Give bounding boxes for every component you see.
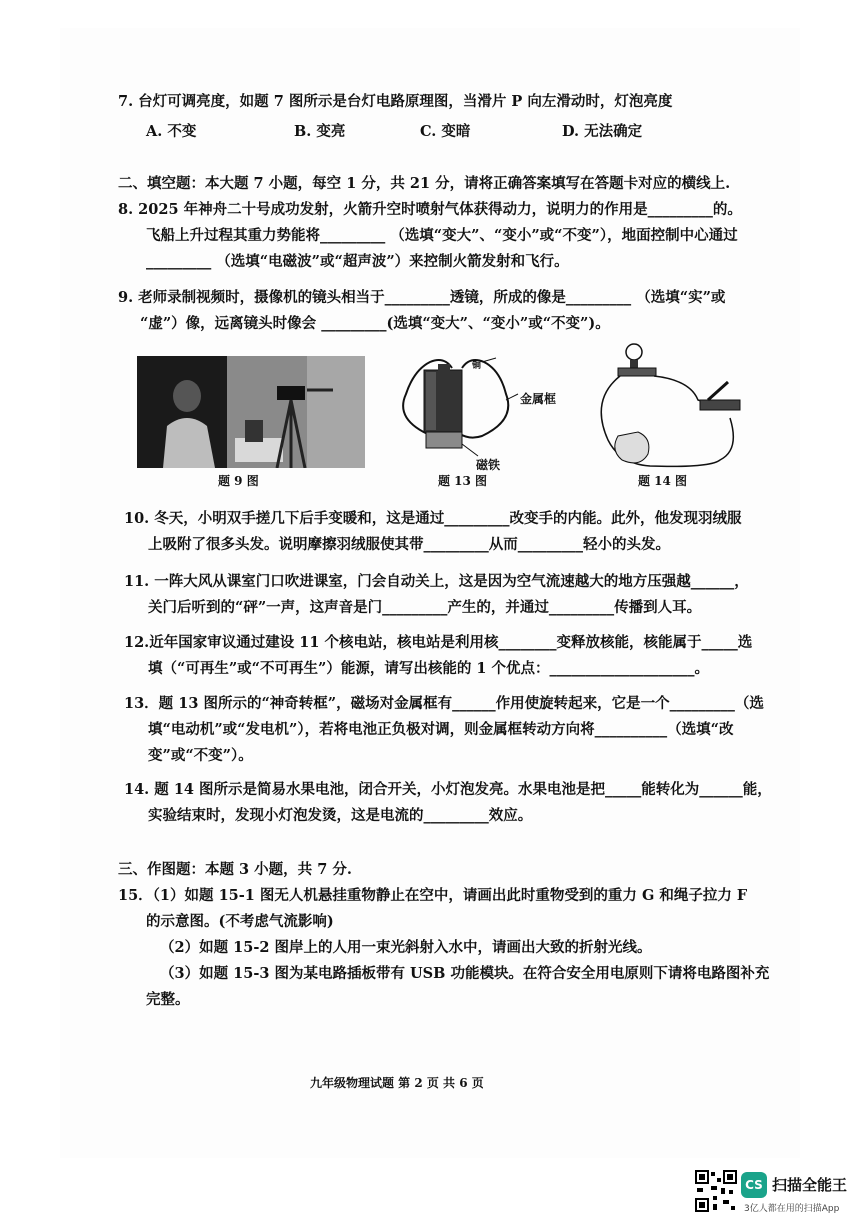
q7-line1: 7. 台灯可调亮度，如题 7 图所示是台灯电路原理图，当滑片 P 向左滑动时，灯泡亮度 (118, 93, 673, 110)
fig13-label-copper: 铜 (472, 361, 482, 371)
q15-line5: 完整。 (146, 991, 190, 1008)
fig13-diagram (386, 356, 586, 472)
fig14-caption: 题 14 图 (638, 474, 688, 488)
fig13-caption: 题 13 图 (438, 474, 488, 488)
q8-line2: 飞船上升过程其重力势能将_________ （选填“变大”、“变小”或“不变”），地面控制中心通过 (146, 227, 738, 244)
page-footer: 九年级物理试题 第 2 页 共 6 页 (310, 1076, 484, 1090)
q11-line1: 11. 一阵大风从课室门口吹进课室，门会自动关上，这是因为空气流速越大的地方压强越______， (124, 573, 749, 590)
fig13-label-magnet: 磁铁 (476, 458, 501, 472)
section2-heading: 二、填空题：本大题 7 小题，每空 1 分，共 21 分，请将正确答案填写在答题卡对应的横线上. (118, 175, 731, 192)
q12-line1: 12.近年国家审议通过建设 11 个核电站，核电站是利用核________变释放核能，核能属于_____选 (124, 634, 753, 651)
fig9-photo (137, 356, 365, 468)
q14-line2: 实验结束时，发现小灯泡发烫，这是电流的_________效应。 (148, 807, 533, 824)
scanner-logo-icon: CS (741, 1172, 767, 1198)
q13-line1: 13．题 13 图所示的“神奇转框”，磁场对金属框有______作用使旋转起来，它是一个_________（选 (124, 695, 764, 712)
q15-line3: （2）如题 15-2 图岸上的人用一束光斜射入水中，请画出大致的折射光线。 (160, 939, 652, 956)
q15-line2: 的示意图。(不考虑气流影响) (146, 913, 334, 930)
q7-option-a: A. 不变 (146, 123, 197, 140)
q8-line1: 8. 2025 年神舟二十号成功发射，火箭升空时喷射气体获得动力，说明力的作用是_________的。 (118, 201, 742, 218)
fig9-caption: 题 9 图 (218, 474, 259, 488)
q10-line1: 10. 冬天，小明双手搓几下后手变暖和，这是通过_________改变手的内能。此外，他发现羽绒服 (124, 510, 742, 527)
q12-line2: 填（“可再生”或“不可再生”）能源，请写出核能的 1 个优点：____________________。 (148, 660, 710, 677)
q14-line1: 14. 题 14 图所示是简易水果电池，闭合开关，小灯泡发亮。水果电池是把_____能转化为______能， (124, 781, 772, 798)
qr-code-icon (695, 1170, 737, 1212)
q13-line3: 变”或“不变”）。 (148, 747, 253, 764)
q15-line1: 15．（1）如题 15-1 图无人机悬挂重物静止在空中，请画出此时重物受到的重力 G 和绳子拉力 F (118, 887, 748, 904)
q7-option-b: B. 变亮 (294, 123, 346, 140)
exam-page (60, 28, 800, 1158)
q7-option-d: D. 无法确定 (562, 123, 643, 140)
section3-heading: 三、作图题：本题 3 小题，共 7 分. (118, 861, 352, 878)
scanner-tagline: 3亿人都在用的扫描App (744, 1204, 840, 1214)
q11-line2: 关门后听到的“砰”一声，这声音是门_________产生的，并通过_________传播到人耳。 (148, 599, 702, 616)
q13-line2: 填“电动机”或“发电机”），若将电池正负极对调，则金属框转动方向将__________（选填“改 (148, 721, 734, 738)
q7-option-c: C. 变暗 (420, 123, 471, 140)
q9-line2: “虚”）像，远离镜头时像会 _________(选填“变大”、“变小”或“不变”)。 (140, 315, 610, 332)
fig13-label-frame: 金属框 (520, 392, 557, 406)
q8-line3: _________ （选填“电磁波”或“超声波”）来控制火箭发射和飞行。 (146, 253, 569, 270)
fig14-diagram (590, 340, 770, 472)
q9-line1: 9. 老师录制视频时，摄像机的镜头相当于_________透镜，所成的像是_________ （选填“实”或 (118, 289, 726, 306)
scanner-app-name: 扫描全能王 (772, 1176, 848, 1194)
q10-line2: 上吸附了很多头发。说明摩擦羽绒服使其带_________从而_________轻小的头发。 (148, 536, 670, 553)
q15-line4: （3）如题 15-3 图为某电路插板带有 USB 功能模块。在符合安全用电原则下请将电路图补充 (160, 965, 770, 982)
